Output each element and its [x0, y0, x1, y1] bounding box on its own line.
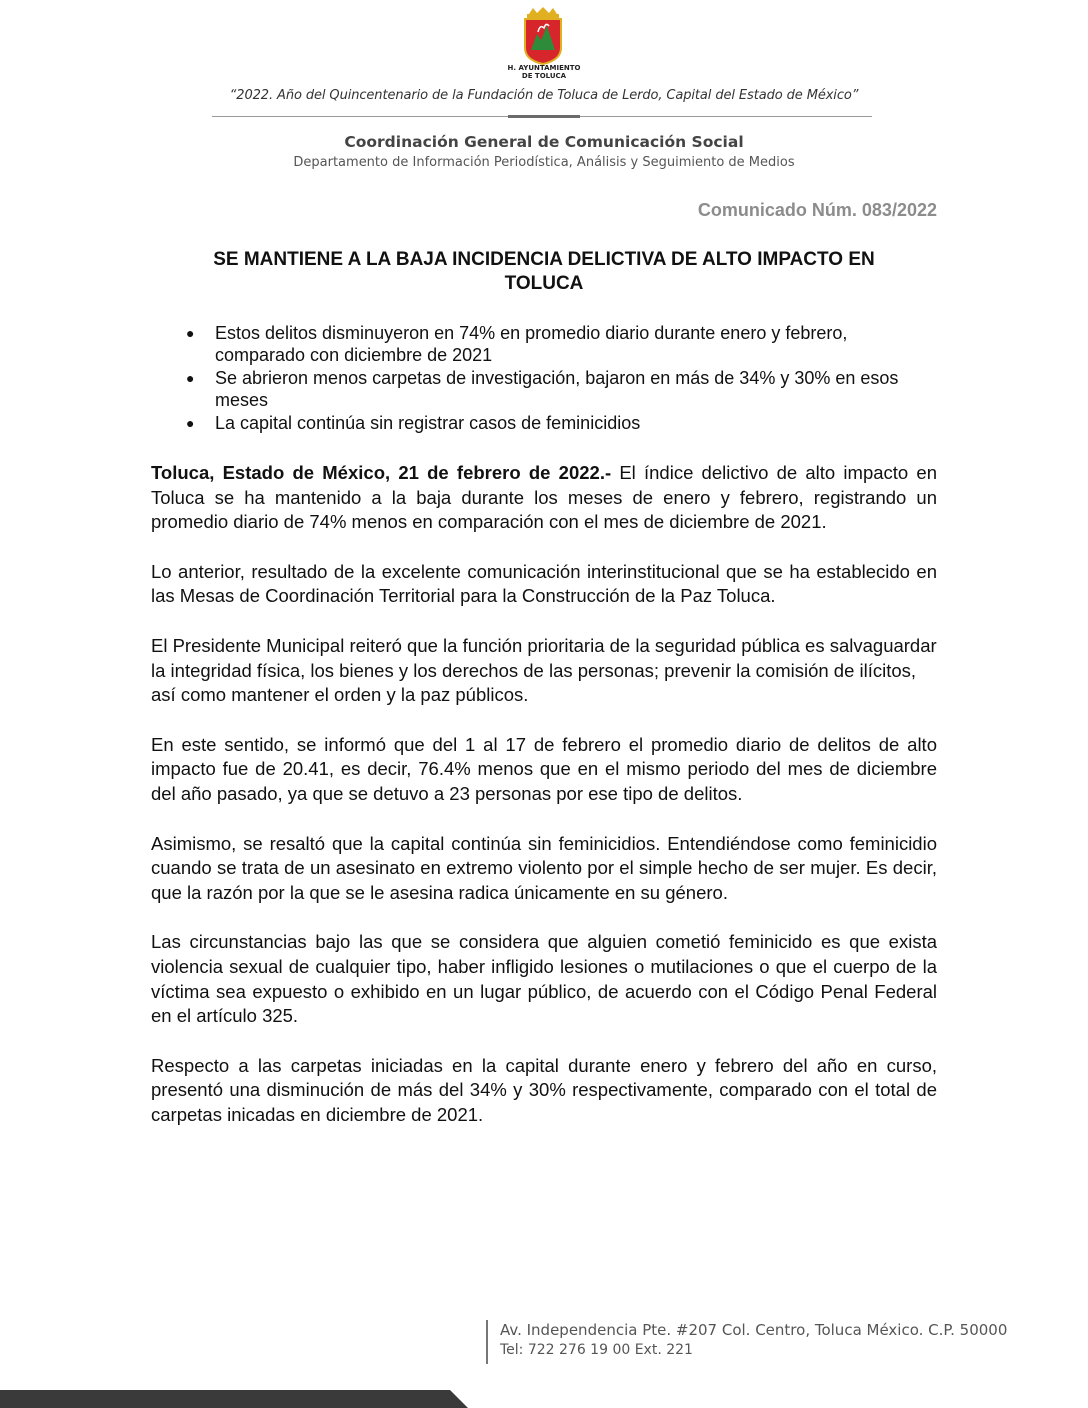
headline-line1: SE MANTIENE A LA BAJA INCIDENCIA DELICTIVA DE ALTO IMPACTO EN: [213, 249, 875, 270]
footer-phone: Tel: 722 276 19 00 Ext. 221: [500, 1342, 693, 1358]
bullet-text: Se abrieron menos carpetas de investigación, bajaron en más de 34% y 30% en esos meses: [215, 368, 899, 410]
bullet-text: La capital continúa sin registrar casos de feminicidios: [215, 413, 641, 433]
headline: [150, 248, 938, 296]
article-body: [151, 461, 937, 1152]
list-item: [186, 367, 926, 411]
paragraph-text: El índice delictivo de alto impacto en Toluca se ha mantenido a la baja durante los meses de enero y febrero, registrando un promedio diario de 74% menos en comparación con el mes de diciembre de 2021.: [151, 462, 937, 533]
paragraph: El Presidente Municipal reiteró que la función prioritaria de la seguridad pública es salvaguardar la integridad física, los bienes y los derechos de las personas; prevenir la comisión de ilícitos, así como mantener el orden y la paz públicos.: [151, 634, 937, 706]
bullet-icon: ●: [186, 325, 195, 341]
header-divider-accent: [508, 115, 580, 118]
bullet-icon: ●: [186, 415, 195, 431]
logo-caption-line1: H. AYUNTAMIENTO: [507, 64, 581, 72]
logo-caption: [490, 64, 598, 80]
paragraph: Respecto a las carpetas iniciadas en la capital durante enero y febrero del año en curso, presentó una disminución de más del 34% y 30% respectivamente, comparado con el total de carpetas inicadas en diciembre de 2021.: [151, 1054, 937, 1125]
headline-line2: TOLUCA: [504, 273, 584, 294]
dateline: Toluca, Estado de México, 21 de febrero de 2022.-: [151, 462, 612, 483]
summary-bullets: [186, 322, 926, 435]
paragraph: Asimismo, se resaltó que la capital continúa sin feminicidios. Entendiéndose como feminicidio cuando se trata de un asesinato en extremo violento por el simple hecho de ser mujer. Es decir, que la razón por la que se le asesina radica únicamente en su género.: [151, 832, 937, 903]
organization-name: Coordinación General de Comunicación Social: [344, 133, 744, 151]
paragraph: [151, 461, 937, 535]
list-item: [186, 322, 926, 366]
department-name: Departamento de Información Periodística, Análisis y Seguimiento de Medios: [293, 155, 795, 170]
press-release-number: Comunicado Núm. 083/2022: [697, 200, 937, 220]
paragraph: Las circunstancias bajo las que se considera que alguien cometió feminicido es que exista violencia sexual de cualquier tipo, haber infligido lesiones o mutilaciones o que el cuerpo de la víctima sea expuesto o exhibido en un lugar público, de acuerdo con el Código Penal Federal en el artículo 325.: [151, 931, 937, 1027]
bullet-text: Estos delitos disminuyeron en 74% en promedio diario durante enero y febrero, comparado con diciembre de 2021: [215, 323, 848, 365]
year-motto: “2022. Año del Quincentenario de la Fundación de Toluca de Lerdo, Capital del Estado de México”: [229, 88, 859, 103]
footer-address: Av. Independencia Pte. #207 Col. Centro, Toluca México. C.P. 50000: [500, 1321, 1008, 1339]
footer-divider: [486, 1320, 488, 1364]
bullet-icon: ●: [186, 370, 195, 386]
logo-caption-line2: DE TOLUCA: [521, 72, 567, 80]
paragraph: Lo anterior, resultado de la excelente comunicación interinstitucional que se ha establecido en las Mesas de Coordinación Territorial para la Construcción de la Paz Toluca.: [151, 560, 937, 607]
footer-band: [0, 1388, 1088, 1408]
list-item: [186, 412, 926, 434]
paragraph: En este sentido, se informó que del 1 al 17 de febrero el promedio diario de delitos de alto impacto fue de 20.41, es decir, 76.4% menos que en el mismo periodo del mes de diciembre del año pasado, ya que se detuvo a 23 personas por ese tipo de delitos.: [151, 733, 937, 804]
